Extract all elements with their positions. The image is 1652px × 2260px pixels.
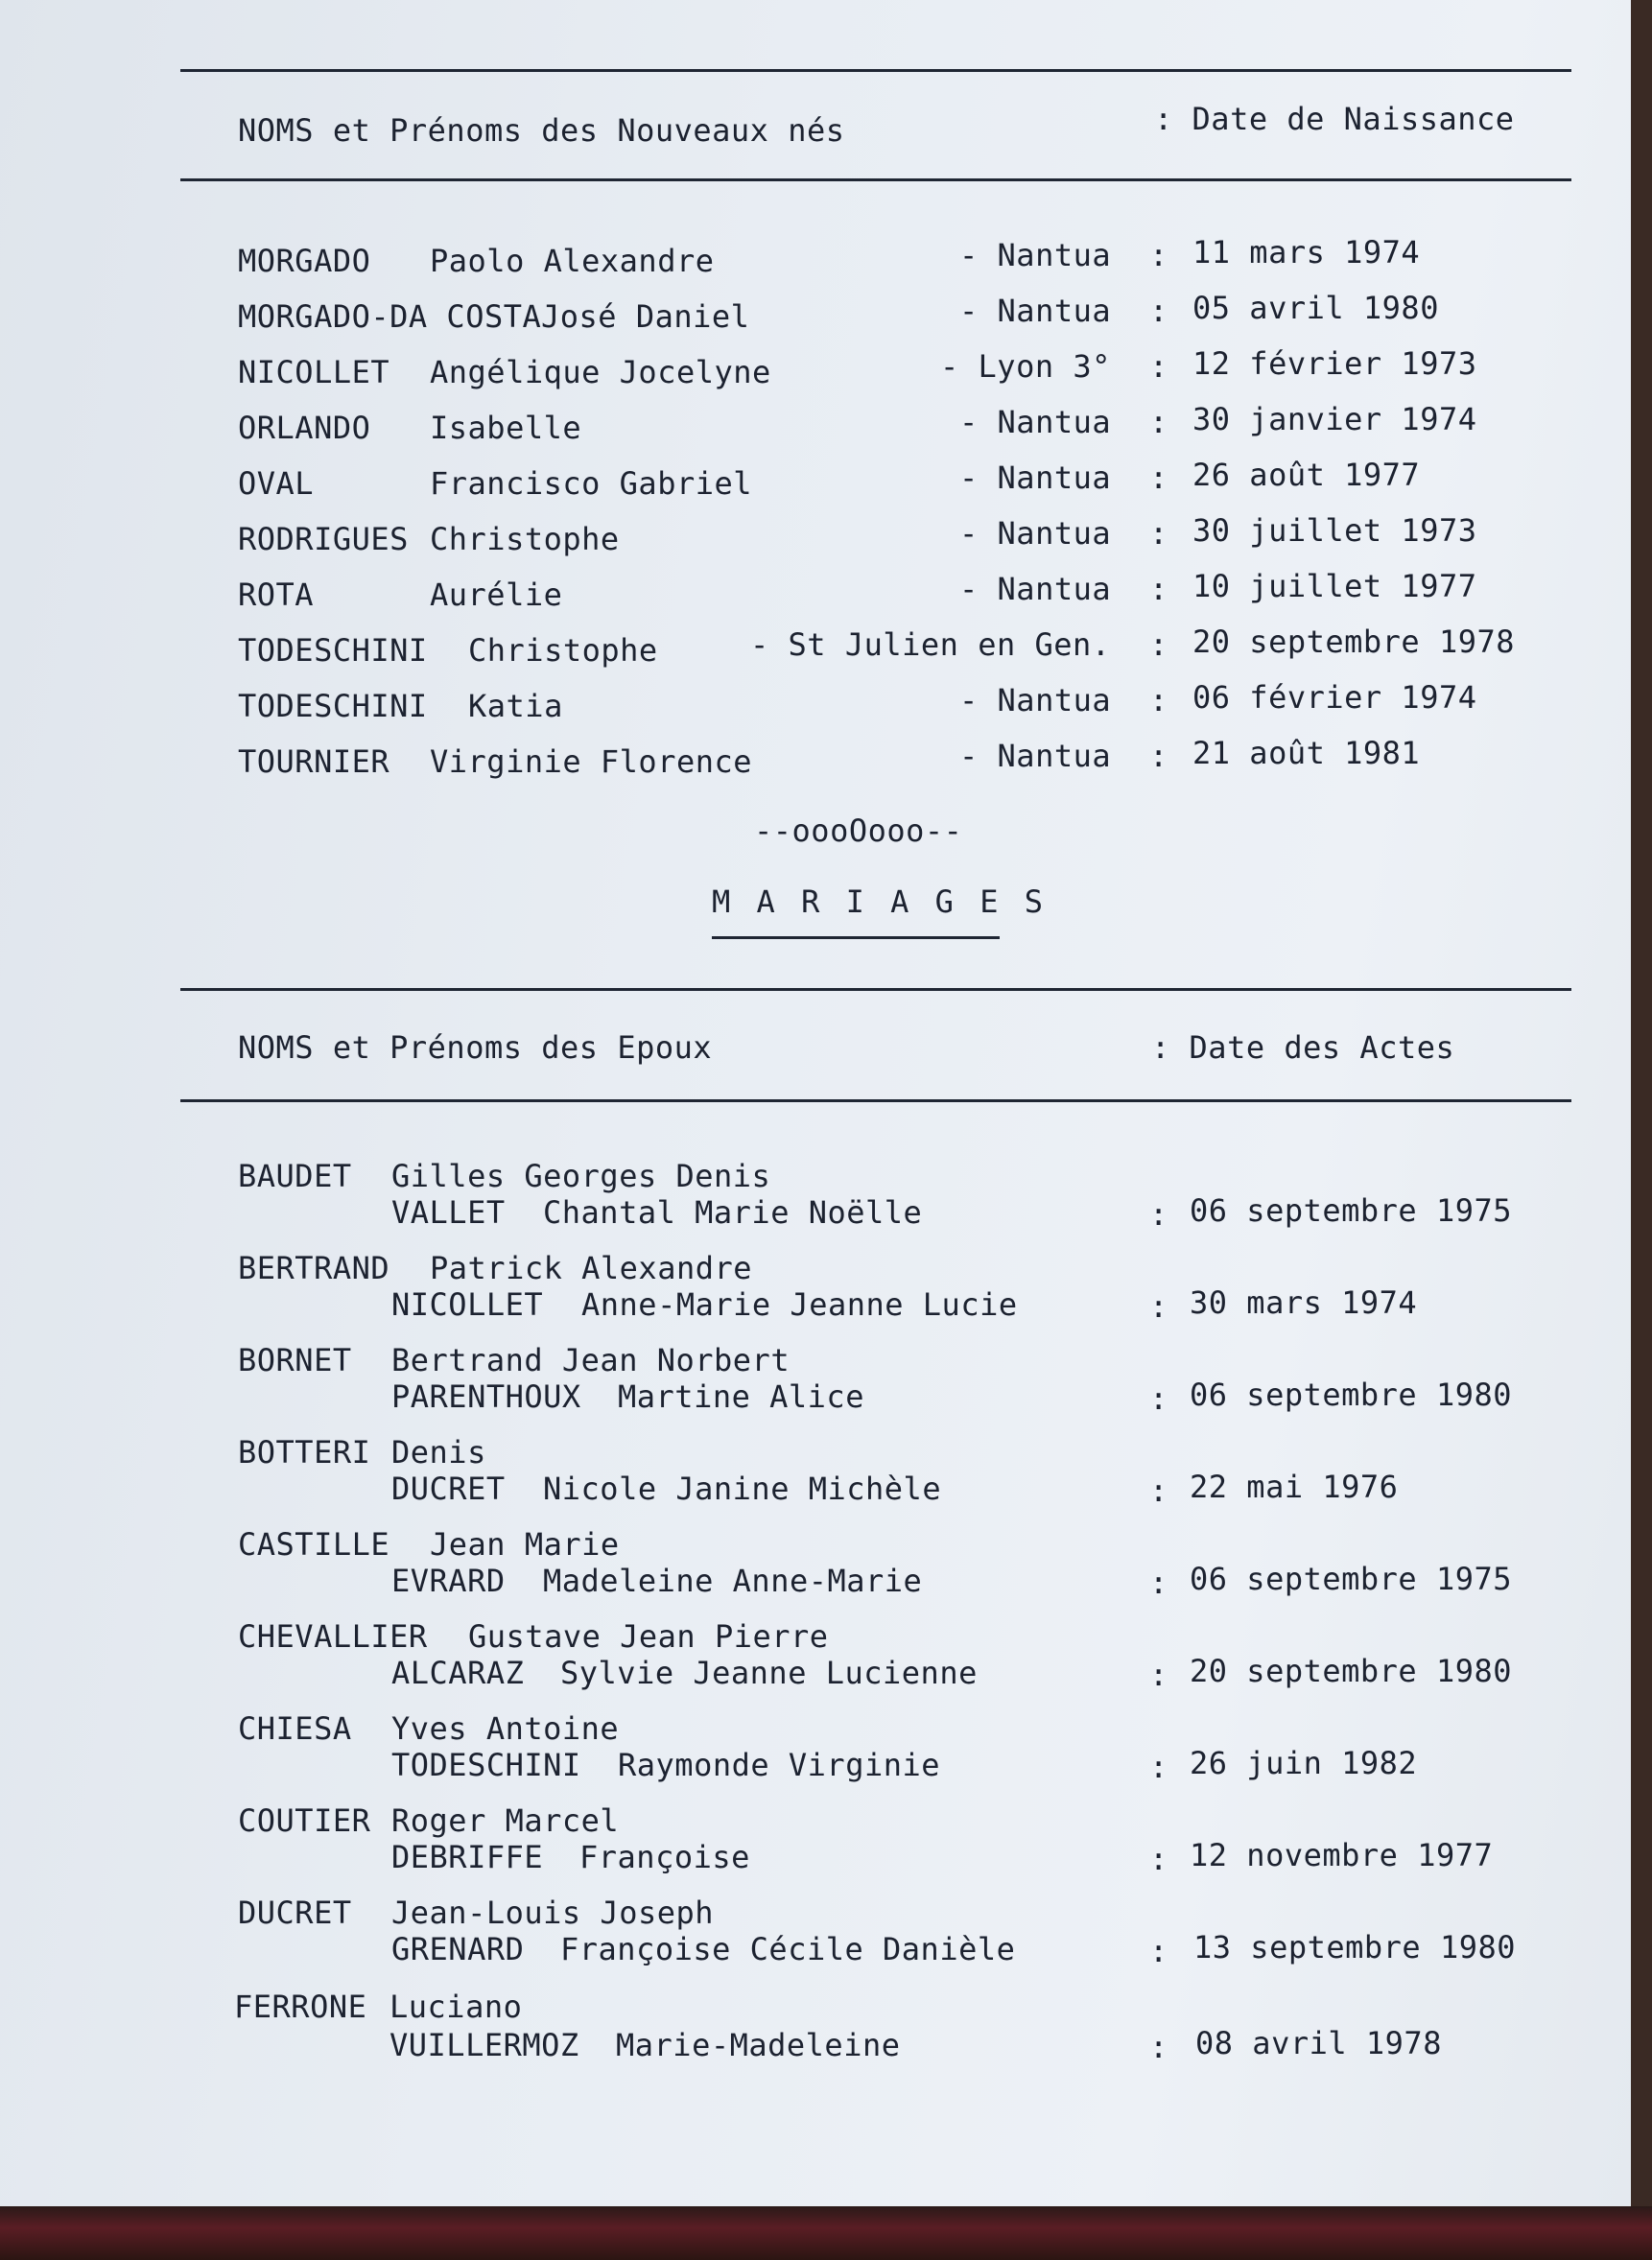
husband-given-names: Gustave Jean Pierre bbox=[468, 1618, 829, 1655]
section-divider: --oooOooo-- bbox=[754, 812, 963, 849]
husband-given-names: Patrick Alexandre bbox=[430, 1250, 753, 1286]
husband-surname: CASTILLE bbox=[238, 1526, 390, 1563]
birth-surname: MORGADO-DA COSTA bbox=[238, 298, 542, 335]
wife-surname: EVRARD bbox=[391, 1563, 506, 1599]
husband-given-names: Gilles Georges Denis bbox=[391, 1158, 771, 1194]
birth-place: - Nantua bbox=[959, 237, 1112, 273]
birth-colon: : bbox=[1149, 738, 1168, 774]
birth-place: - Nantua bbox=[959, 459, 1112, 496]
husband-surname: BAUDET bbox=[238, 1158, 352, 1194]
birth-place: - Nantua bbox=[959, 682, 1112, 718]
birth-date: 30 janvier 1974 bbox=[1192, 401, 1477, 437]
wife-given-names: Marie-Madeleine bbox=[616, 2027, 901, 2063]
wife-surname: DEBRIFFE bbox=[391, 1839, 544, 1875]
husband-surname: BERTRAND bbox=[238, 1250, 390, 1286]
wife-surname: NICOLLET bbox=[391, 1286, 544, 1323]
birth-date: 10 juillet 1977 bbox=[1192, 568, 1477, 604]
birth-surname: OVAL bbox=[238, 465, 315, 502]
wife-surname: TODESCHINI bbox=[391, 1747, 581, 1783]
birth-surname: TODESCHINI bbox=[238, 688, 428, 724]
marriage-colon: : bbox=[1149, 1565, 1168, 1601]
husband-surname: CHEVALLIER bbox=[238, 1618, 428, 1655]
births-header-right: : Date de Naissance bbox=[1154, 101, 1515, 137]
birth-surname: TOURNIER bbox=[238, 743, 390, 780]
wife-given-names: Anne-Marie Jeanne Lucie bbox=[581, 1286, 1018, 1323]
marriages-header-right: : Date des Actes bbox=[1151, 1029, 1455, 1066]
births-header-left: NOMS et Prénoms des Nouveaux nés bbox=[238, 112, 845, 149]
birth-date: 21 août 1981 bbox=[1192, 735, 1421, 771]
births-header-top-rule bbox=[180, 69, 1571, 72]
husband-surname: CHIESA bbox=[238, 1710, 352, 1747]
birth-date: 20 septembre 1978 bbox=[1192, 624, 1516, 660]
husband-given-names: Bertrand Jean Norbert bbox=[391, 1342, 791, 1378]
marriage-date: 22 mai 1976 bbox=[1190, 1469, 1399, 1505]
wife-surname: GRENARD bbox=[391, 1931, 525, 1967]
husband-surname: BOTTERI bbox=[238, 1434, 371, 1471]
wife-surname: ALCARAZ bbox=[391, 1655, 525, 1691]
birth-colon: : bbox=[1149, 293, 1168, 329]
wife-given-names: Madeleine Anne-Marie bbox=[543, 1563, 923, 1599]
birth-place: - Nantua bbox=[959, 404, 1112, 440]
marriage-date: 06 septembre 1975 bbox=[1190, 1561, 1513, 1597]
marriage-colon: : bbox=[1149, 2029, 1168, 2065]
wife-surname: VUILLERMOZ bbox=[389, 2027, 579, 2063]
marriage-colon: : bbox=[1149, 1380, 1168, 1417]
page-right-edge bbox=[1631, 0, 1652, 2206]
marriage-colon: : bbox=[1149, 1196, 1168, 1233]
husband-given-names: Jean-Louis Joseph bbox=[391, 1895, 715, 1931]
birth-given-names: Christophe bbox=[468, 632, 658, 669]
marriage-date: 20 septembre 1980 bbox=[1190, 1653, 1513, 1689]
birth-colon: : bbox=[1149, 682, 1168, 718]
marriage-colon: : bbox=[1149, 1657, 1168, 1693]
marriages-title-underline bbox=[712, 936, 1000, 939]
birth-given-names: José Daniel bbox=[541, 298, 750, 335]
birth-given-names: Christophe bbox=[430, 521, 620, 557]
marriages-title: M A R I A G E S bbox=[712, 883, 1047, 920]
marriage-date: 06 septembre 1975 bbox=[1190, 1192, 1513, 1229]
wife-surname: VALLET bbox=[391, 1194, 506, 1231]
birth-colon: : bbox=[1149, 404, 1168, 440]
page-bottom-edge bbox=[0, 2206, 1652, 2260]
birth-colon: : bbox=[1149, 515, 1168, 552]
marriage-colon: : bbox=[1149, 1933, 1168, 1969]
husband-given-names: Roger Marcel bbox=[391, 1802, 620, 1839]
birth-date: 06 février 1974 bbox=[1192, 679, 1477, 716]
marriage-date: 30 mars 1974 bbox=[1190, 1284, 1418, 1321]
marriage-colon: : bbox=[1149, 1288, 1168, 1325]
wife-surname: PARENTHOUX bbox=[391, 1378, 581, 1415]
birth-colon: : bbox=[1149, 237, 1168, 273]
wife-given-names: Françoise bbox=[579, 1839, 750, 1875]
birth-surname: MORGADO bbox=[238, 243, 371, 279]
husband-surname: FERRONE bbox=[234, 1989, 367, 2025]
birth-date: 30 juillet 1973 bbox=[1192, 512, 1477, 549]
birth-place: - Lyon 3° bbox=[940, 348, 1111, 385]
marriage-date: 26 juin 1982 bbox=[1190, 1745, 1418, 1781]
birth-place: - Nantua bbox=[959, 515, 1112, 552]
husband-given-names: Jean Marie bbox=[430, 1526, 620, 1563]
wife-given-names: Nicole Janine Michèle bbox=[543, 1471, 942, 1507]
birth-given-names: Katia bbox=[468, 688, 563, 724]
husband-surname: COUTIER bbox=[238, 1802, 371, 1839]
marriage-colon: : bbox=[1149, 1841, 1168, 1877]
birth-given-names: Paolo Alexandre bbox=[430, 243, 715, 279]
birth-surname: ORLANDO bbox=[238, 410, 371, 446]
husband-surname: BORNET bbox=[238, 1342, 352, 1378]
wife-surname: DUCRET bbox=[391, 1471, 506, 1507]
marriage-colon: : bbox=[1149, 1749, 1168, 1785]
birth-surname: TODESCHINI bbox=[238, 632, 428, 669]
marriage-date: 06 septembre 1980 bbox=[1190, 1377, 1513, 1413]
birth-given-names: Virginie Florence bbox=[430, 743, 753, 780]
birth-surname: NICOLLET bbox=[238, 354, 390, 390]
birth-place: - Nantua bbox=[959, 738, 1112, 774]
marriages-header-left: NOMS et Prénoms des Epoux bbox=[238, 1029, 713, 1066]
birth-surname: RODRIGUES bbox=[238, 521, 409, 557]
birth-place: - Nantua bbox=[959, 293, 1112, 329]
births-header-bottom-rule bbox=[180, 178, 1571, 181]
husband-given-names: Luciano bbox=[389, 1989, 523, 2025]
husband-surname: DUCRET bbox=[238, 1895, 352, 1931]
birth-place: - St Julien en Gen. bbox=[750, 626, 1111, 663]
marriage-date: 13 septembre 1980 bbox=[1193, 1929, 1517, 1966]
birth-colon: : bbox=[1149, 571, 1168, 607]
husband-given-names: Denis bbox=[391, 1434, 486, 1471]
wife-given-names: Françoise Cécile Danièle bbox=[560, 1931, 1016, 1967]
wife-given-names: Sylvie Jeanne Lucienne bbox=[560, 1655, 978, 1691]
birth-date: 11 mars 1974 bbox=[1192, 234, 1421, 271]
birth-colon: : bbox=[1149, 626, 1168, 663]
birth-colon: : bbox=[1149, 348, 1168, 385]
marriage-date: 12 novembre 1977 bbox=[1190, 1837, 1494, 1873]
birth-date: 12 février 1973 bbox=[1192, 345, 1477, 382]
wife-given-names: Raymonde Virginie bbox=[618, 1747, 941, 1783]
birth-surname: ROTA bbox=[238, 577, 315, 613]
birth-date: 05 avril 1980 bbox=[1192, 290, 1439, 326]
birth-date: 26 août 1977 bbox=[1192, 457, 1421, 493]
birth-colon: : bbox=[1149, 459, 1168, 496]
husband-given-names: Yves Antoine bbox=[391, 1710, 620, 1747]
birth-given-names: Aurélie bbox=[430, 577, 563, 613]
marriage-date: 08 avril 1978 bbox=[1195, 2025, 1442, 2061]
marriages-header-top-rule bbox=[180, 988, 1571, 991]
birth-given-names: Angélique Jocelyne bbox=[430, 354, 771, 390]
wife-given-names: Chantal Marie Noëlle bbox=[543, 1194, 923, 1231]
birth-given-names: Francisco Gabriel bbox=[430, 465, 753, 502]
birth-given-names: Isabelle bbox=[430, 410, 582, 446]
marriages-header-bottom-rule bbox=[180, 1099, 1571, 1102]
wife-given-names: Martine Alice bbox=[618, 1378, 864, 1415]
marriage-colon: : bbox=[1149, 1472, 1168, 1509]
birth-place: - Nantua bbox=[959, 571, 1112, 607]
